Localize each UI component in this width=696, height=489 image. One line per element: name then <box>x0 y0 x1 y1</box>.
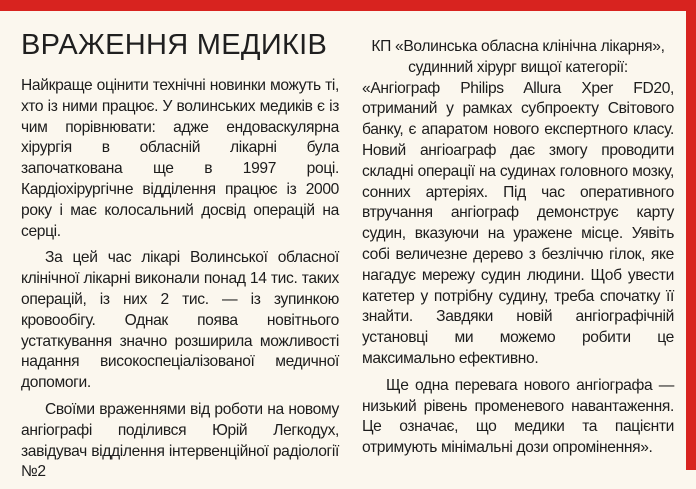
author-title: судинний хірург вищої категорії: <box>408 58 628 76</box>
author-credentials <box>362 37 674 79</box>
paragraph-quote: «Ангіограф Philips Allura Xper FD20, отриманий у рамках субпроекту Світового банку, є апаратом нового експертного класу. Новий ангіоаграф дає змогу проводити складні операції на судинах головного мозку, сонних артеріях. Під час оперативного втручання ангіограф демонструє карту судин, вказуючи на уражене місце. Уявіть собі величезне дерево з безліччю гілок, яке нагадує мережу судин людини. Щоб увести катетер у потрібну судину, треба спочатку її знайти. Завдяки новій ангіографічній установці ми можемо робити це максимально ефективно. <box>362 79 674 367</box>
quote-body <box>362 79 674 459</box>
paragraph-advantage: Ще одна перевага нового ангіографа — низький рівень променевого навантаження. Це означає, що медики та пацієнти отримують мінімальні дози опромінення». <box>362 376 674 457</box>
paragraph-intro: Найкраще оцінити технічні новинки можуть ті, хто із ними працює. У волинських медиків є із чим порівнювати: адже ендоваскулярна хірургія в обласній лікарні була започаткована ще в 1997 році. Кардіохірургічне відділення працює із 2000 року і має колосальний досвід операцій на серці. <box>21 77 339 240</box>
top-accent-bar <box>0 0 696 11</box>
right-column <box>362 37 674 465</box>
paragraph-operations: За цей час лікарі Волинської обласної клінічної лікарні виконали понад 14 тис. таких операцій, із них 2 тис. — із зупинкою кровообігу. Однак поява новітнього устаткування значно розширила можливості надання високоспеціалізованої медичної допомоги. <box>21 249 339 392</box>
left-column <box>21 28 339 489</box>
article-heading: ВРАЖЕННЯ МЕДИКІВ <box>21 29 328 61</box>
right-accent-bar <box>686 0 696 470</box>
paragraph-impressions: Своїми враженнями від роботи на новому ангіографі поділився Юрій Легкодух, завідувач відділення інтервенційної радіології №2 <box>21 400 339 481</box>
author-affiliation: КП «Волинська обласна клінічна лікарня», <box>371 38 665 55</box>
